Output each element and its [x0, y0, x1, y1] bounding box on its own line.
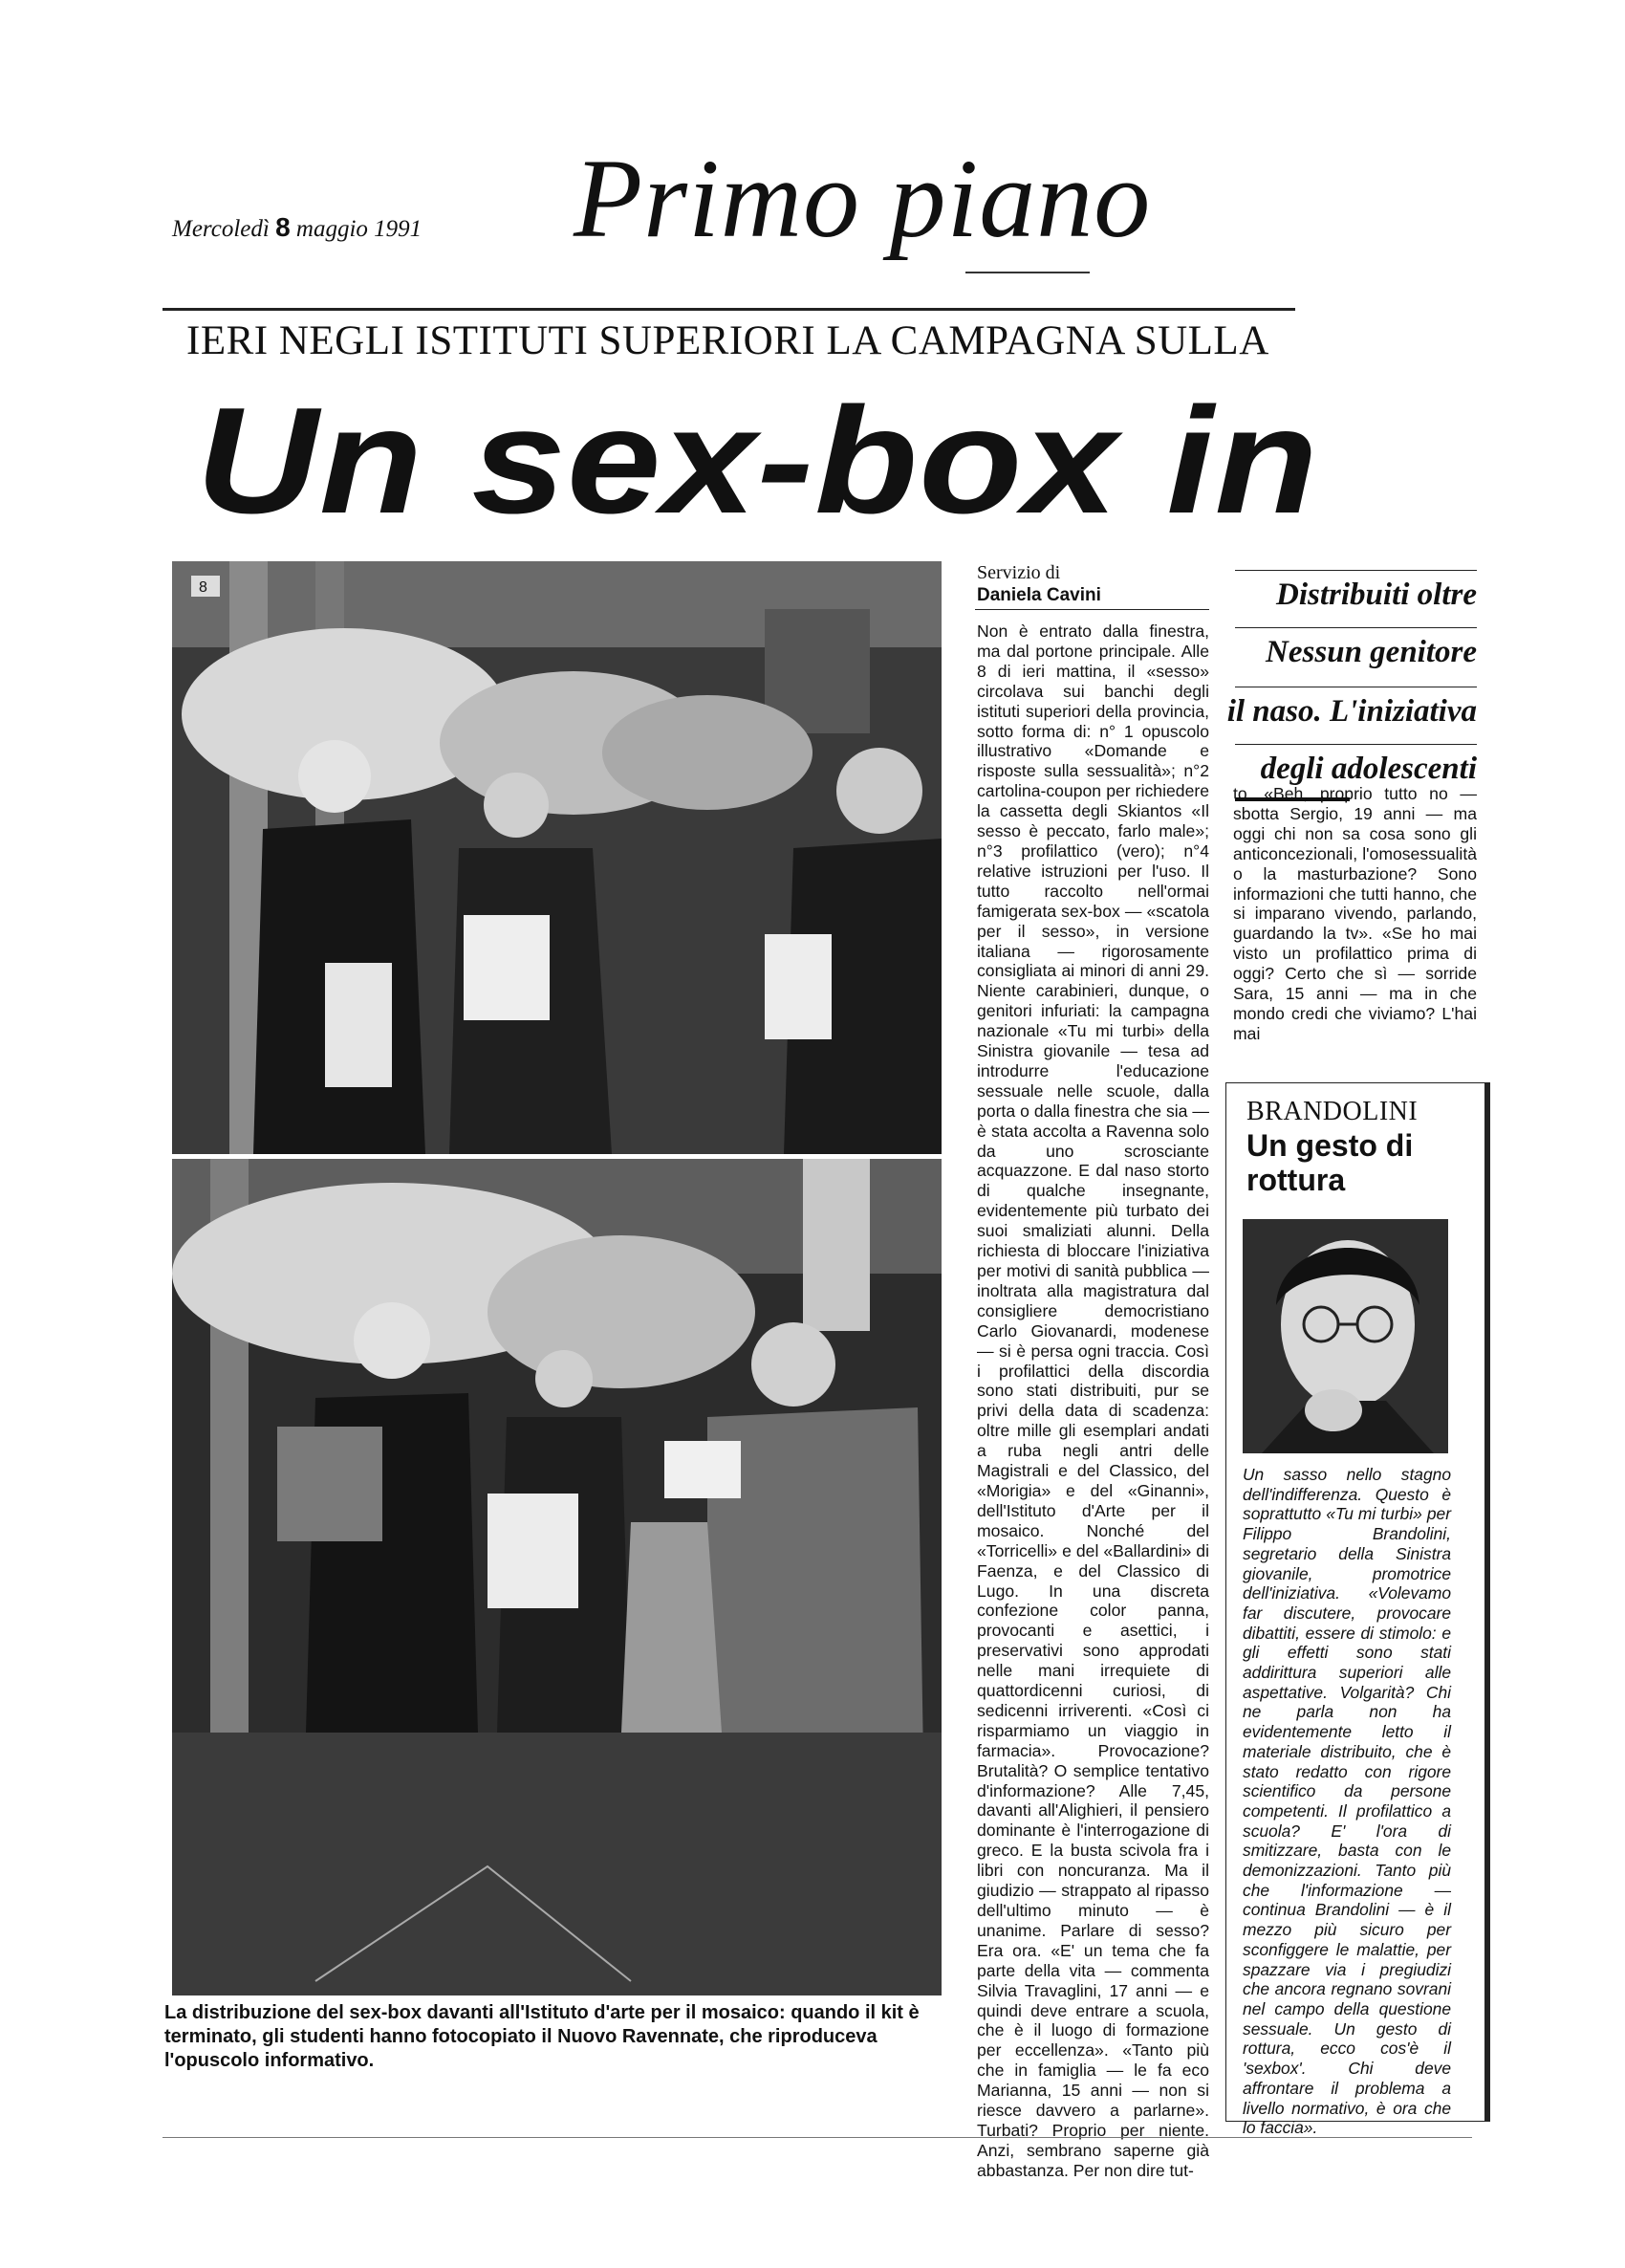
sidebar-text: Un sasso nello stagno dell'indifferenza. Questo è soprattutto «Tu mi turbi» per Filippo Brandolini, segretario della Sinistra giovanile, promotrice dell'iniziativa. «Volevamo far discutere, provocare dibattiti, essere di stimolo: e gli effetti sono stati addirittura superiori alle aspettative. Volgarità? Chi ne parla non ha evidentemente letto il materiale distribuito, che è stato redatto con rigore scientifico da persone competenti. Il profilattico a scuola? E' l'ora di smitizzare, basta con le demonizzazioni. Tanto più che l'informazione — continua Brandolini — è il mezzo più sicuro per sconfiggere le malattie, per spazzare via i pregiudizi che ancora regnano sovrani nel campo della questione sessuale. Un gesto di rottura, ecco cos'è il 'sexbox'. Chi deve affrontare il problema a livello normativo, è ora che lo faccia».	[1243, 1465, 1451, 2138]
article-kicker: IERI NEGLI ISTITUTI SUPERIORI LA CAMPAGNA SULLA	[186, 318, 1269, 363]
section-title: Primo piano	[574, 136, 1152, 261]
bottom-rule	[162, 2137, 1472, 2138]
deck-line-3: il naso. L'iniziativa	[1226, 694, 1477, 729]
deck-rule-1	[1235, 570, 1477, 571]
date-month-year: maggio 1991	[295, 216, 422, 242]
date-day: 8	[275, 212, 291, 242]
photo-door-number: 8	[199, 579, 207, 596]
byline-name: Daniela Cavini	[977, 585, 1101, 605]
sidebar-portrait	[1243, 1219, 1448, 1453]
deck-rule-2	[1235, 627, 1477, 628]
article-column-1: Non è entrato dalla finestra, ma dal portone principale. Alle 8 di ieri mattina, il «sesso» circolava sui banchi degli istituti superiori della provincia, sotto forma di: n° 1 opuscolo illustrativo «Domande e risposte sulla sessualità»; n°2 cartolina-coupon per richiedere la cassetta degli Skiantos «Il sesso è peccato, farlo male»; n°3 profilattico (vero); n°4 relative istruzioni per l'uso. Il tutto raccolto nell'ormai famigerata sex-box — «scatola per il sesso», in versione italiana — rigorosamente consigliata ai minori di anni 29. Niente carabinieri, dunque, o genitori infuriati: la campagna nazionale «Tu mi turbi» della Sinistra giovanile — tesa ad introdurre l'educazione sessuale nelle scuole, dalla porta o dalla finestra che sia — è stata accolta a Ravenna solo da uno scrosciante acquazzone. E dal naso storto di qualche insegnante, evidentemente più turbato dei suoi smaliziati alunni. Della richiesta di bloccare l'iniziativa per motivi di sanità pubblica — inoltrata alla magistratura dal consigliere democristiano Carlo Giovanardi, modenese — si è persa ogni traccia. Così i profilattici della discordia sono stati distribuiti, pur se privi della data di scadenza: oltre mille gli esemplari andati a ruba negli antri delle Magistrali e del Classico, del «Morigia» e del «Ginanni», dell'Istituto d'Arte per il mosaico. Nonché del «Torricelli» e del «Ballardini» di Faenza, e del Classico di Lugo. In una discreta confezione color panna, provocanti e asettici, i preservativi sono approdati nelle mani irrequiete di quattordicenni curiosi, di sedicenni irriverenti. «Così ci risparmiamo un viaggio in farmacia». Provocazione? Brutalità? O semplice tentativo d'informazione? Alle 7,45, davanti all'Alighieri, il pensiero dominante è l'interrogazione di greco. E la busta scivola fra i libri con noncuranza. Ma il giudizio — strappato al ripasso dell'ultimo minuto — è unanime. Parlare di sesso? Era ora. «E' un tema che fa parte della vita — commenta Silvia Travaglini, 17 anni — e quindi deve entrare a scuola, che è il luogo di formazione per eccellenza». «Tanto più che in famiglia — le fa eco Marianna, 15 anni — non si riesce davvero a parlarne». Turbati? Proprio per niente. Anzi, sembrano saperne già abbastanza. Per non dire tut-	[977, 622, 1209, 2180]
date-weekday: Mercoledì	[172, 216, 270, 242]
top-rule	[162, 308, 1295, 311]
byline-label: Servizio di	[977, 562, 1061, 583]
photo-caption: La distribuzione del sex-box davanti all'Istituto d'arte per il mosaico: quando il kit è terminato, gli studenti hanno fotocopiato il Nuovo Ravennate, che riproduceva l'opuscolo informativo.	[164, 2002, 920, 2071]
deck-line-2: Nessun genitore	[1266, 635, 1477, 669]
deck-rule-4	[1235, 744, 1477, 745]
article-column-2: to. «Beh, proprio tutto no — sbotta Sergio, 19 anni — ma oggi chi non sa cosa sono gli anticoncezionali, l'omosessualità o la masturbazione? Sono informazioni che tutti hanno, che si imparano vivendo, parlando, guardando la tv». «Se ho mai visto un profilattico prima di oggi? Certo che sì — sorride Sara, 15 anni — ma in che mondo credi che viviamo? L'hai mai	[1233, 784, 1477, 1043]
deck-line-4: degli adolescenti	[1260, 752, 1477, 786]
masthead-divider	[965, 272, 1090, 273]
photo-bottom	[172, 1159, 942, 1995]
sidebar-label: BRANDOLINI	[1246, 1097, 1419, 1126]
deck-line-1: Distribuiti oltre	[1276, 578, 1477, 612]
sidebar-title: Un gesto di rottura	[1246, 1128, 1414, 1197]
issue-date	[172, 212, 422, 243]
byline-rule	[975, 609, 1209, 610]
photo-top	[172, 561, 942, 1154]
article-headline: Un sex-box in	[196, 377, 1319, 545]
